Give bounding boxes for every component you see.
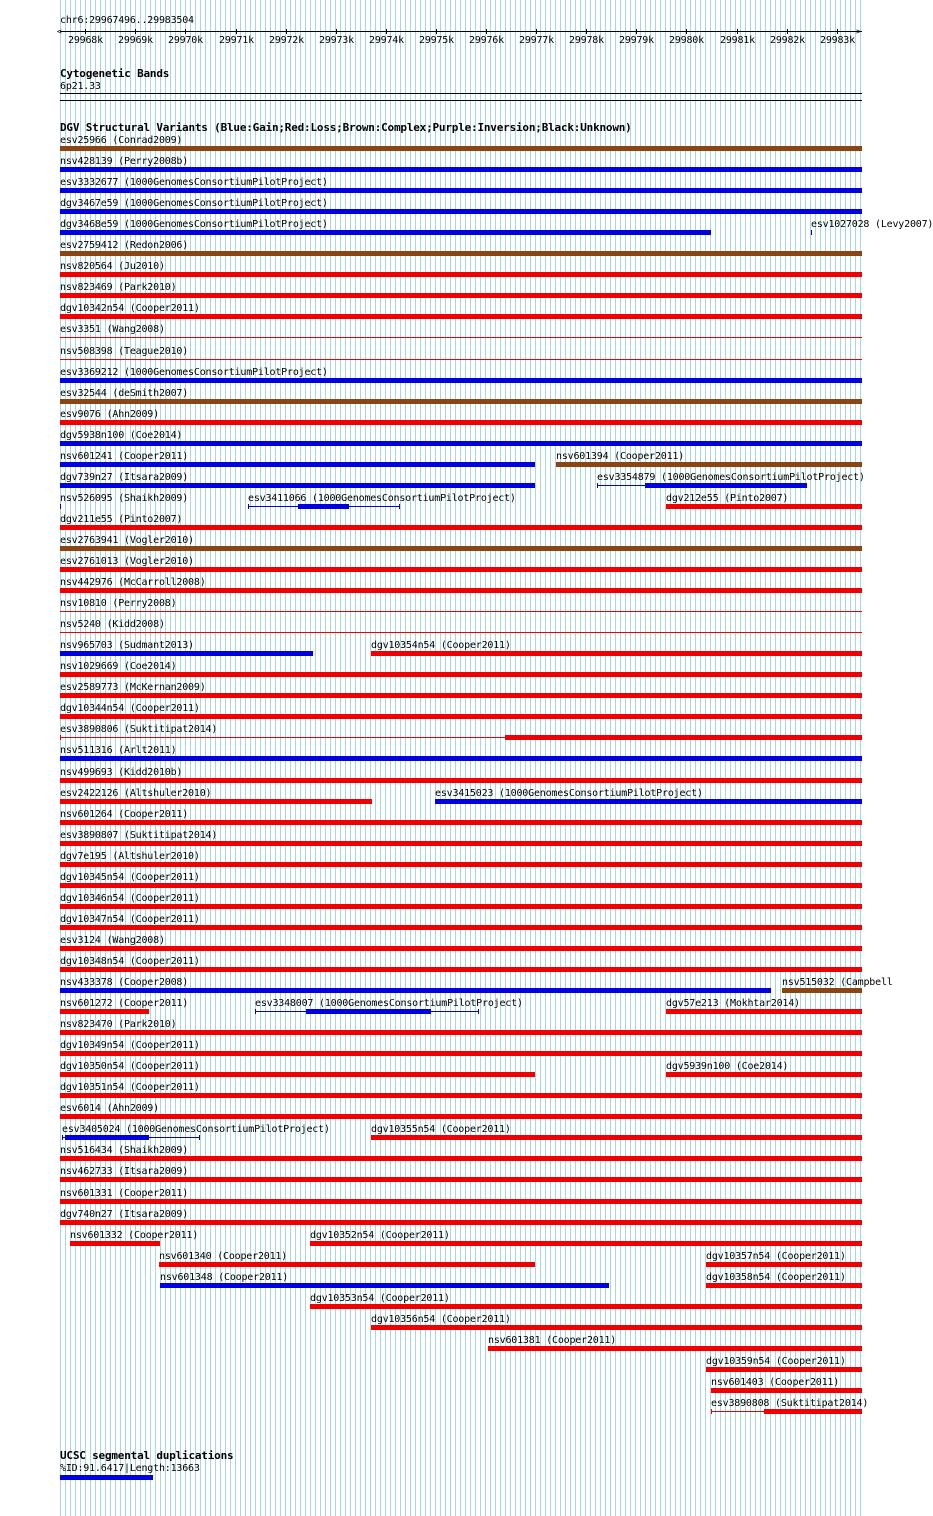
variant-bar[interactable]: [60, 337, 862, 338]
variant-bar[interactable]: [60, 293, 862, 298]
variant-label[interactable]: nsv601241 (Cooper2011): [60, 451, 189, 462]
variant-bar[interactable]: [60, 693, 862, 698]
variant-bar[interactable]: [60, 799, 372, 804]
variant-label[interactable]: nsv5240 (Kidd2008): [60, 619, 165, 630]
variant-bar[interactable]: [60, 546, 862, 551]
variant-label[interactable]: nsv442976 (McCarroll2008): [60, 577, 206, 588]
ruler-tick-label: 29981k: [720, 35, 755, 46]
variant-bar[interactable]: [60, 230, 711, 235]
variant-label[interactable]: nsv526095 (Shaikh2009): [60, 493, 189, 504]
variant-bar[interactable]: [298, 504, 349, 509]
variant-bar[interactable]: [371, 1135, 862, 1140]
ruler-tick: [686, 29, 687, 34]
variant-label[interactable]: nsv820564 (Ju2010): [60, 261, 165, 272]
variant-bar[interactable]: [60, 272, 862, 277]
variant-bar[interactable]: [60, 588, 862, 593]
ruler-tick: [386, 29, 387, 34]
ruler-tick: [135, 29, 136, 34]
variant-span-end: [60, 735, 61, 740]
variant-bar[interactable]: [60, 441, 862, 446]
variant-bar[interactable]: [60, 483, 535, 488]
variant-label[interactable]: dgv10342n54 (Cooper2011): [60, 303, 200, 314]
ruler-tick: [486, 29, 487, 34]
variant-label[interactable]: esv3332677 (1000GenomesConsortiumPilotProject): [60, 177, 328, 188]
variant-label[interactable]: dgv10358n54 (Cooper2011): [706, 1272, 846, 1283]
cytoband-line-top: [60, 93, 862, 94]
segdup-track-title[interactable]: UCSC segmental duplications: [60, 1449, 234, 1462]
variant-bar[interactable]: [646, 483, 807, 488]
variant-bar[interactable]: [60, 462, 535, 467]
variant-bar[interactable]: [60, 611, 862, 612]
ruler-tick: [185, 29, 186, 34]
variant-label[interactable]: dgv10353n54 (Cooper2011): [310, 1293, 450, 1304]
variant-bar[interactable]: [60, 714, 862, 719]
ruler-tick-label: 29979k: [619, 35, 654, 46]
variant-bar[interactable]: [488, 1346, 862, 1351]
variant-span-line[interactable]: [597, 485, 646, 486]
variant-bar[interactable]: [666, 504, 862, 509]
variant-label[interactable]: nsv433378 (Cooper2008): [60, 977, 189, 988]
variant-bar[interactable]: [666, 1009, 862, 1014]
variant-label[interactable]: esv3369212 (1000GenomesConsortiumPilotProject): [60, 367, 328, 378]
variant-bar[interactable]: [160, 1283, 609, 1288]
variant-bar[interactable]: [70, 1241, 160, 1246]
variant-bar[interactable]: [60, 1051, 862, 1056]
variant-bar[interactable]: [60, 1009, 149, 1014]
variant-bar[interactable]: [60, 988, 771, 993]
ruler-tick-label: 29968k: [68, 35, 103, 46]
cytoband-label: 6p21.33: [60, 81, 101, 92]
variant-label[interactable]: dgv10347n54 (Cooper2011): [60, 914, 200, 925]
variant-bar[interactable]: [706, 1367, 862, 1372]
ruler-tick-label: 29969k: [118, 35, 153, 46]
variant-label[interactable]: dgv10345n54 (Cooper2011): [60, 872, 200, 883]
variant-bar[interactable]: [60, 778, 862, 783]
variant-label[interactable]: esv2422126 (Altshuler2010): [60, 788, 212, 799]
variant-label[interactable]: dgv211e55 (Pinto2007): [60, 514, 183, 525]
variant-span-end: [478, 1009, 479, 1014]
variant-bar[interactable]: [60, 314, 862, 319]
variant-bar[interactable]: [666, 1072, 862, 1077]
ruler-tick-label: 29983k: [820, 35, 855, 46]
variant-label[interactable]: dgv7e195 (Altshuler2010): [60, 851, 200, 862]
variant-label[interactable]: esv3405024 (1000GenomesConsortiumPilotProject): [62, 1124, 330, 1135]
variant-label[interactable]: esv3354879 (1000GenomesConsortiumPilotProject): [597, 472, 865, 483]
ruler-tick-label: 29971k: [219, 35, 254, 46]
variant-label[interactable]: dgv10348n54 (Cooper2011): [60, 956, 200, 967]
variant-bar[interactable]: [60, 1177, 862, 1182]
variant-bar[interactable]: [60, 967, 862, 972]
variant-label[interactable]: dgv10344n54 (Cooper2011): [60, 703, 200, 714]
variant-label[interactable]: esv2763941 (Vogler2010): [60, 535, 194, 546]
variant-bar[interactable]: [435, 799, 862, 804]
variant-span-end: [62, 1135, 63, 1140]
ruler-tick: [586, 29, 587, 34]
variant-label[interactable]: dgv10350n54 (Cooper2011): [60, 1061, 200, 1072]
variant-bar[interactable]: [706, 1283, 862, 1288]
variant-label[interactable]: dgv10351n54 (Cooper2011): [60, 1082, 200, 1093]
cytoband-line-bottom: [60, 100, 862, 101]
variant-bar[interactable]: [60, 399, 862, 404]
variant-label[interactable]: dgv3467e59 (1000GenomesConsortiumPilotProject): [60, 198, 328, 209]
ruler-tick: [536, 29, 537, 34]
variant-label[interactable]: esv3124 (Wang2008): [60, 935, 165, 946]
ruler-tick: [336, 29, 337, 34]
ruler-tick: [737, 29, 738, 34]
ruler-tick-label: 29980k: [669, 35, 704, 46]
variant-label[interactable]: nsv823469 (Park2010): [60, 282, 177, 293]
variant-span-end: [199, 1135, 200, 1140]
ruler-axis: [60, 31, 862, 32]
variant-label[interactable]: dgv10357n54 (Cooper2011): [706, 1251, 846, 1262]
variant-label[interactable]: nsv462733 (Itsara2009): [60, 1166, 189, 1177]
variant-label[interactable]: nsv601381 (Cooper2011): [488, 1335, 617, 1346]
ruler-tick-label: 29970k: [168, 35, 203, 46]
ruler-tick: [636, 29, 637, 34]
segdup-label: %ID:91.6417|Length:13663: [60, 1463, 200, 1474]
variant-bar[interactable]: [65, 1135, 149, 1140]
variant-bar[interactable]: [782, 988, 862, 993]
ruler-tick-label: 29975k: [419, 35, 454, 46]
variant-label[interactable]: nsv516434 (Shaikh2009): [60, 1145, 189, 1156]
variant-bar[interactable]: [60, 188, 862, 193]
variant-label[interactable]: esv3348007 (1000GenomesConsortiumPilotProject): [255, 998, 523, 1009]
ruler-tick-label: 29973k: [319, 35, 354, 46]
variant-bar[interactable]: [60, 167, 862, 172]
variant-bar[interactable]: [60, 862, 862, 867]
variant-bar[interactable]: [60, 420, 862, 425]
variant-label[interactable]: nsv601403 (Cooper2011): [711, 1377, 840, 1388]
variant-label[interactable]: esv1027028 (Levy2007): [811, 219, 933, 230]
variant-bar[interactable]: [811, 230, 812, 235]
ruler-tick-label: 29974k: [369, 35, 404, 46]
variant-label[interactable]: esv2589773 (McKernan2009): [60, 682, 206, 693]
variant-bar[interactable]: [60, 1114, 862, 1119]
variant-label[interactable]: esv3890808 (Suktitipat2014): [711, 1398, 869, 1409]
variant-bar[interactable]: [60, 672, 862, 677]
variant-label[interactable]: esv3415023 (1000GenomesConsortiumPilotProject): [435, 788, 703, 799]
variant-span-line[interactable]: [60, 737, 506, 738]
variant-bar[interactable]: [371, 1325, 862, 1330]
variant-label[interactable]: dgv212e55 (Pinto2007): [666, 493, 789, 504]
variant-bar[interactable]: [60, 567, 862, 572]
variant-span-end: [399, 504, 400, 509]
variant-label[interactable]: nsv515032 (Campbell: [782, 977, 893, 988]
variant-label[interactable]: dgv3468e59 (1000GenomesConsortiumPilotProject): [60, 219, 328, 230]
variant-bar[interactable]: [60, 146, 862, 151]
variant-bar[interactable]: [159, 1262, 535, 1267]
variant-label[interactable]: dgv10354n54 (Cooper2011): [371, 640, 511, 651]
variant-label[interactable]: esv6014 (Ahn2009): [60, 1103, 159, 1114]
variant-label[interactable]: esv2761013 (Vogler2010): [60, 556, 194, 567]
variant-label[interactable]: esv2759412 (Redon2006): [60, 240, 189, 251]
variant-label[interactable]: esv25966 (Conrad2009): [60, 135, 183, 146]
variant-label[interactable]: esv32544 (deSmith2007): [60, 388, 189, 399]
variant-label[interactable]: nsv601264 (Cooper2011): [60, 809, 189, 820]
variant-label[interactable]: nsv10810 (Perry2008): [60, 598, 177, 609]
variant-span-end: [248, 504, 249, 509]
variant-label[interactable]: dgv5938n100 (Coe2014): [60, 430, 183, 441]
variant-bar[interactable]: [60, 632, 862, 633]
segdup-feature[interactable]: [60, 1475, 153, 1480]
variant-bar[interactable]: [60, 504, 61, 509]
variant-bar[interactable]: [371, 651, 862, 656]
variant-bar[interactable]: [60, 525, 862, 530]
variant-bar[interactable]: [60, 359, 862, 360]
variant-bar[interactable]: [60, 946, 862, 951]
variant-label[interactable]: dgv5939n100 (Coe2014): [666, 1061, 789, 1072]
ruler-tick-label: 29982k: [770, 35, 805, 46]
variant-label[interactable]: dgv739n27 (Itsara2009): [60, 472, 189, 483]
ruler-tick-label: 29976k: [469, 35, 504, 46]
variant-bar[interactable]: [711, 1388, 862, 1393]
variant-label[interactable]: nsv499693 (Kidd2010b): [60, 767, 183, 778]
variant-bar[interactable]: [60, 756, 862, 761]
variant-label[interactable]: dgv10359n54 (Cooper2011): [706, 1356, 846, 1367]
variant-label[interactable]: nsv601332 (Cooper2011): [70, 1230, 199, 1241]
ruler-tick: [436, 29, 437, 34]
variant-bar[interactable]: [60, 1199, 862, 1204]
cytoband-track-title[interactable]: Cytogenetic Bands: [60, 67, 170, 80]
variant-bar[interactable]: [310, 1304, 862, 1309]
variant-label[interactable]: dgv10346n54 (Cooper2011): [60, 893, 200, 904]
variant-label[interactable]: esv3890807 (Suktitipat2014): [60, 830, 218, 841]
variant-bar[interactable]: [60, 251, 862, 256]
variant-label[interactable]: nsv1029669 (Coe2014): [60, 661, 177, 672]
variant-span-end: [711, 1409, 712, 1414]
variant-bar[interactable]: [60, 925, 862, 930]
variant-bar[interactable]: [60, 820, 862, 825]
variant-label[interactable]: nsv823470 (Park2010): [60, 1019, 177, 1030]
variant-label[interactable]: esv3890806 (Suktitipat2014): [60, 724, 218, 735]
variant-label[interactable]: nsv601331 (Cooper2011): [60, 1188, 189, 1199]
ruler-tick: [286, 29, 287, 34]
variant-bar[interactable]: [706, 1262, 862, 1267]
variant-bar[interactable]: [60, 883, 862, 888]
variant-bar[interactable]: [306, 1009, 431, 1014]
variant-bar[interactable]: [556, 462, 862, 467]
variant-bar[interactable]: [60, 651, 313, 656]
variant-span-end: [597, 483, 598, 488]
variant-label[interactable]: dgv10356n54 (Cooper2011): [371, 1314, 511, 1325]
variant-bar[interactable]: [506, 735, 862, 740]
ruler-tick: [85, 29, 86, 34]
ruler-tick-label: 29977k: [519, 35, 554, 46]
variant-bar[interactable]: [60, 1072, 535, 1077]
ruler-arrow-right-icon: >: [856, 27, 861, 36]
variant-label[interactable]: nsv511316 (Arlt2011): [60, 745, 177, 756]
dgv-track-title[interactable]: DGV Structural Variants (Blue:Gain;Red:Loss;Brown:Complex;Purple:Inversion;Black:Unknown): [60, 121, 632, 134]
ruler-tick: [236, 29, 237, 34]
variant-bar[interactable]: [60, 841, 862, 846]
variant-bar[interactable]: [60, 1156, 862, 1161]
variant-span-line[interactable]: [711, 1411, 765, 1412]
variant-label[interactable]: dgv57e213 (Mokhtar2014): [666, 998, 800, 1009]
variant-label[interactable]: nsv965703 (Sudmant2013): [60, 640, 194, 651]
variant-label[interactable]: nsv601340 (Cooper2011): [159, 1251, 288, 1262]
variant-label[interactable]: esv3411066 (1000GenomesConsortiumPilotProject): [248, 493, 516, 504]
variant-bar[interactable]: [60, 378, 862, 383]
ruler-arrow-left-icon: <: [57, 27, 62, 36]
variant-bar[interactable]: [60, 1220, 862, 1225]
ruler-tick-label: 29972k: [269, 35, 304, 46]
variant-bar[interactable]: [765, 1409, 862, 1414]
variant-label[interactable]: dgv10349n54 (Cooper2011): [60, 1040, 200, 1051]
variant-label[interactable]: dgv740n27 (Itsara2009): [60, 1209, 189, 1220]
variant-bar[interactable]: [60, 1030, 862, 1035]
variant-label[interactable]: nsv428139 (Perry2008b): [60, 156, 189, 167]
variant-bar[interactable]: [60, 904, 862, 909]
variant-label[interactable]: dgv10355n54 (Cooper2011): [371, 1124, 511, 1135]
variant-label[interactable]: esv3351 (Wang2008): [60, 324, 165, 335]
variant-label[interactable]: nsv601394 (Cooper2011): [556, 451, 685, 462]
variant-label[interactable]: nsv601348 (Cooper2011): [160, 1272, 289, 1283]
coordinate-label: chr6:29967496..29983504: [60, 15, 194, 26]
ruler-tick-label: 29978k: [569, 35, 604, 46]
variant-label[interactable]: esv9076 (Ahn2009): [60, 409, 159, 420]
variant-bar[interactable]: [60, 1093, 862, 1098]
variant-bar[interactable]: [60, 209, 862, 214]
ruler-tick: [787, 29, 788, 34]
variant-label[interactable]: dgv10352n54 (Cooper2011): [310, 1230, 450, 1241]
variant-bar[interactable]: [310, 1241, 862, 1246]
variant-span-end: [255, 1009, 256, 1014]
variant-label[interactable]: nsv508398 (Teague2010): [60, 346, 189, 357]
ruler-tick: [837, 29, 838, 34]
variant-label[interactable]: nsv601272 (Cooper2011): [60, 998, 189, 1009]
